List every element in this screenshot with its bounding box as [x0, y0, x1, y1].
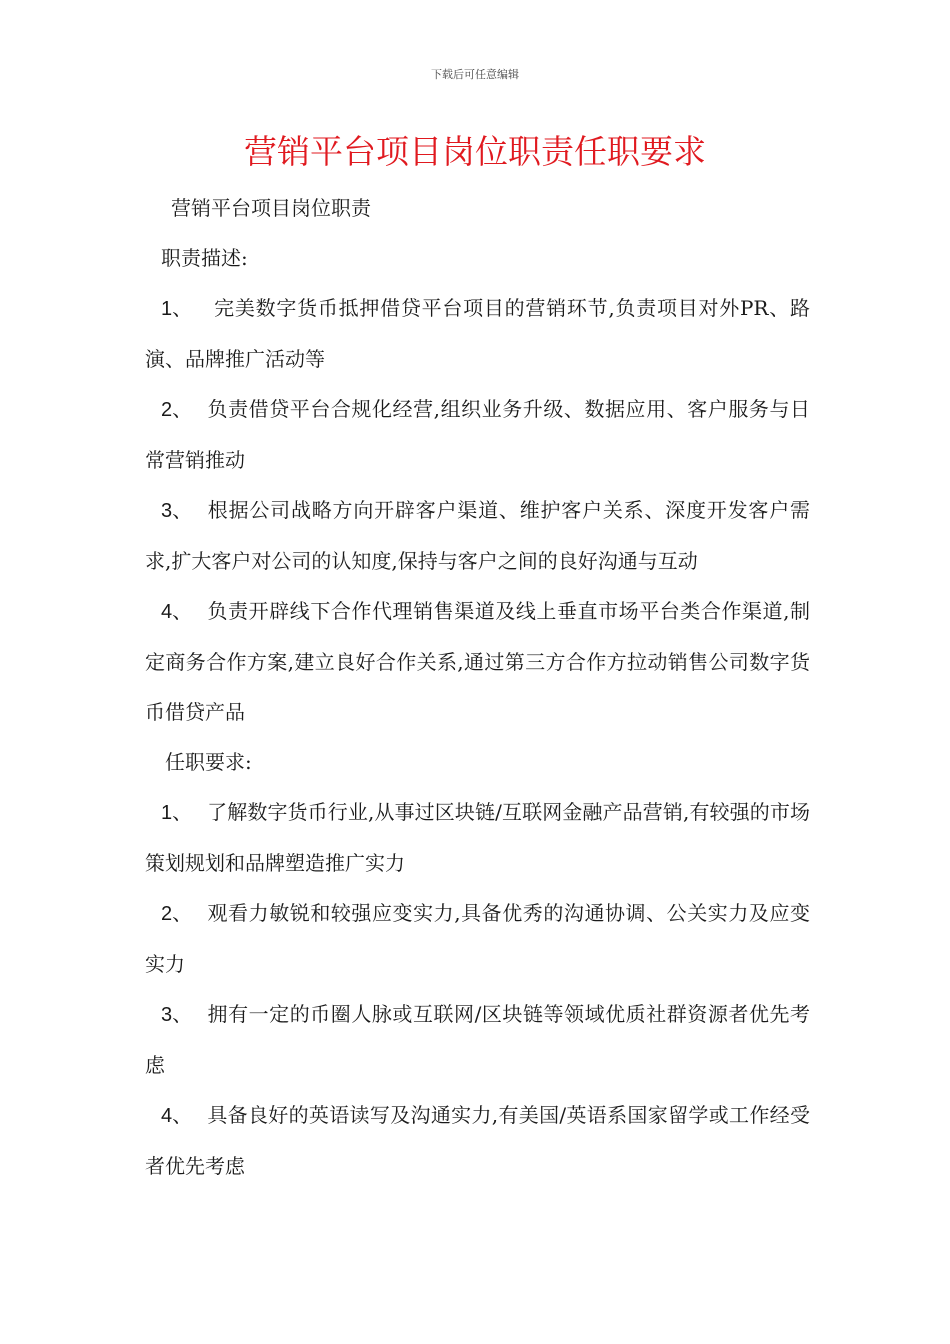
item-number: 4、 [161, 1105, 193, 1127]
requirements-heading: 任职要求: [165, 750, 252, 774]
header-note: 下载后可任意编辑 [431, 68, 519, 81]
responsibility-item-2 [145, 384, 810, 485]
requirement-item-1 [145, 787, 810, 888]
item-text: 根据公司战略方向开辟客户渠道、维护客户关系、深度开发客户需求,扩大客户对公司的认知度,保持与客户之间的良好沟通与互动 [145, 498, 810, 573]
responsibility-item-4 [145, 586, 810, 737]
item-number: 3、 [161, 500, 193, 522]
responsibilities-heading: 职责描述: [161, 246, 248, 270]
responsibility-item-3 [145, 485, 810, 586]
item-text: 了解数字货币行业,从事过区块链/互联网金融产品营销,有较强的市场策划规划和品牌塑造推广实力 [145, 800, 810, 875]
requirement-item-3 [145, 989, 810, 1090]
section-subtitle: 营销平台项目岗位职责 [171, 196, 371, 220]
item-text: 负责借贷平台合规化经营,组织业务升级、数据应用、客户服务与日常营销推动 [145, 397, 810, 472]
requirement-item-2 [145, 888, 810, 989]
item-text: 完美数字货币抵押借贷平台项目的营销环节,负责项目对外PR、路演、品牌推广活动等 [145, 296, 810, 371]
requirement-item-4 [145, 1090, 810, 1191]
item-number: 1、 [161, 298, 193, 320]
responsibility-item-1 [145, 283, 810, 384]
item-number: 2、 [161, 399, 193, 421]
document-body [145, 183, 810, 1191]
item-number: 1、 [161, 802, 193, 824]
item-text: 具备良好的英语读写及沟通实力,有美国/英语系国家留学或工作经受者优先考虑 [145, 1103, 810, 1178]
item-number: 4、 [161, 601, 193, 623]
item-number: 2、 [161, 903, 193, 925]
item-number: 3、 [161, 1004, 193, 1026]
document-title: 营销平台项目岗位职责任职要求 [244, 132, 706, 171]
item-text: 负责开辟线下合作代理销售渠道及线上垂直市场平台类合作渠道,制定商务合作方案,建立良好合作关系,通过第三方合作方拉动销售公司数字货币借贷产品 [145, 599, 810, 724]
item-text: 拥有一定的币圈人脉或互联网/区块链等领域优质社群资源者优先考虑 [145, 1002, 810, 1077]
item-text: 观看力敏锐和较强应变实力,具备优秀的沟通协调、公关实力及应变实力 [145, 901, 810, 976]
